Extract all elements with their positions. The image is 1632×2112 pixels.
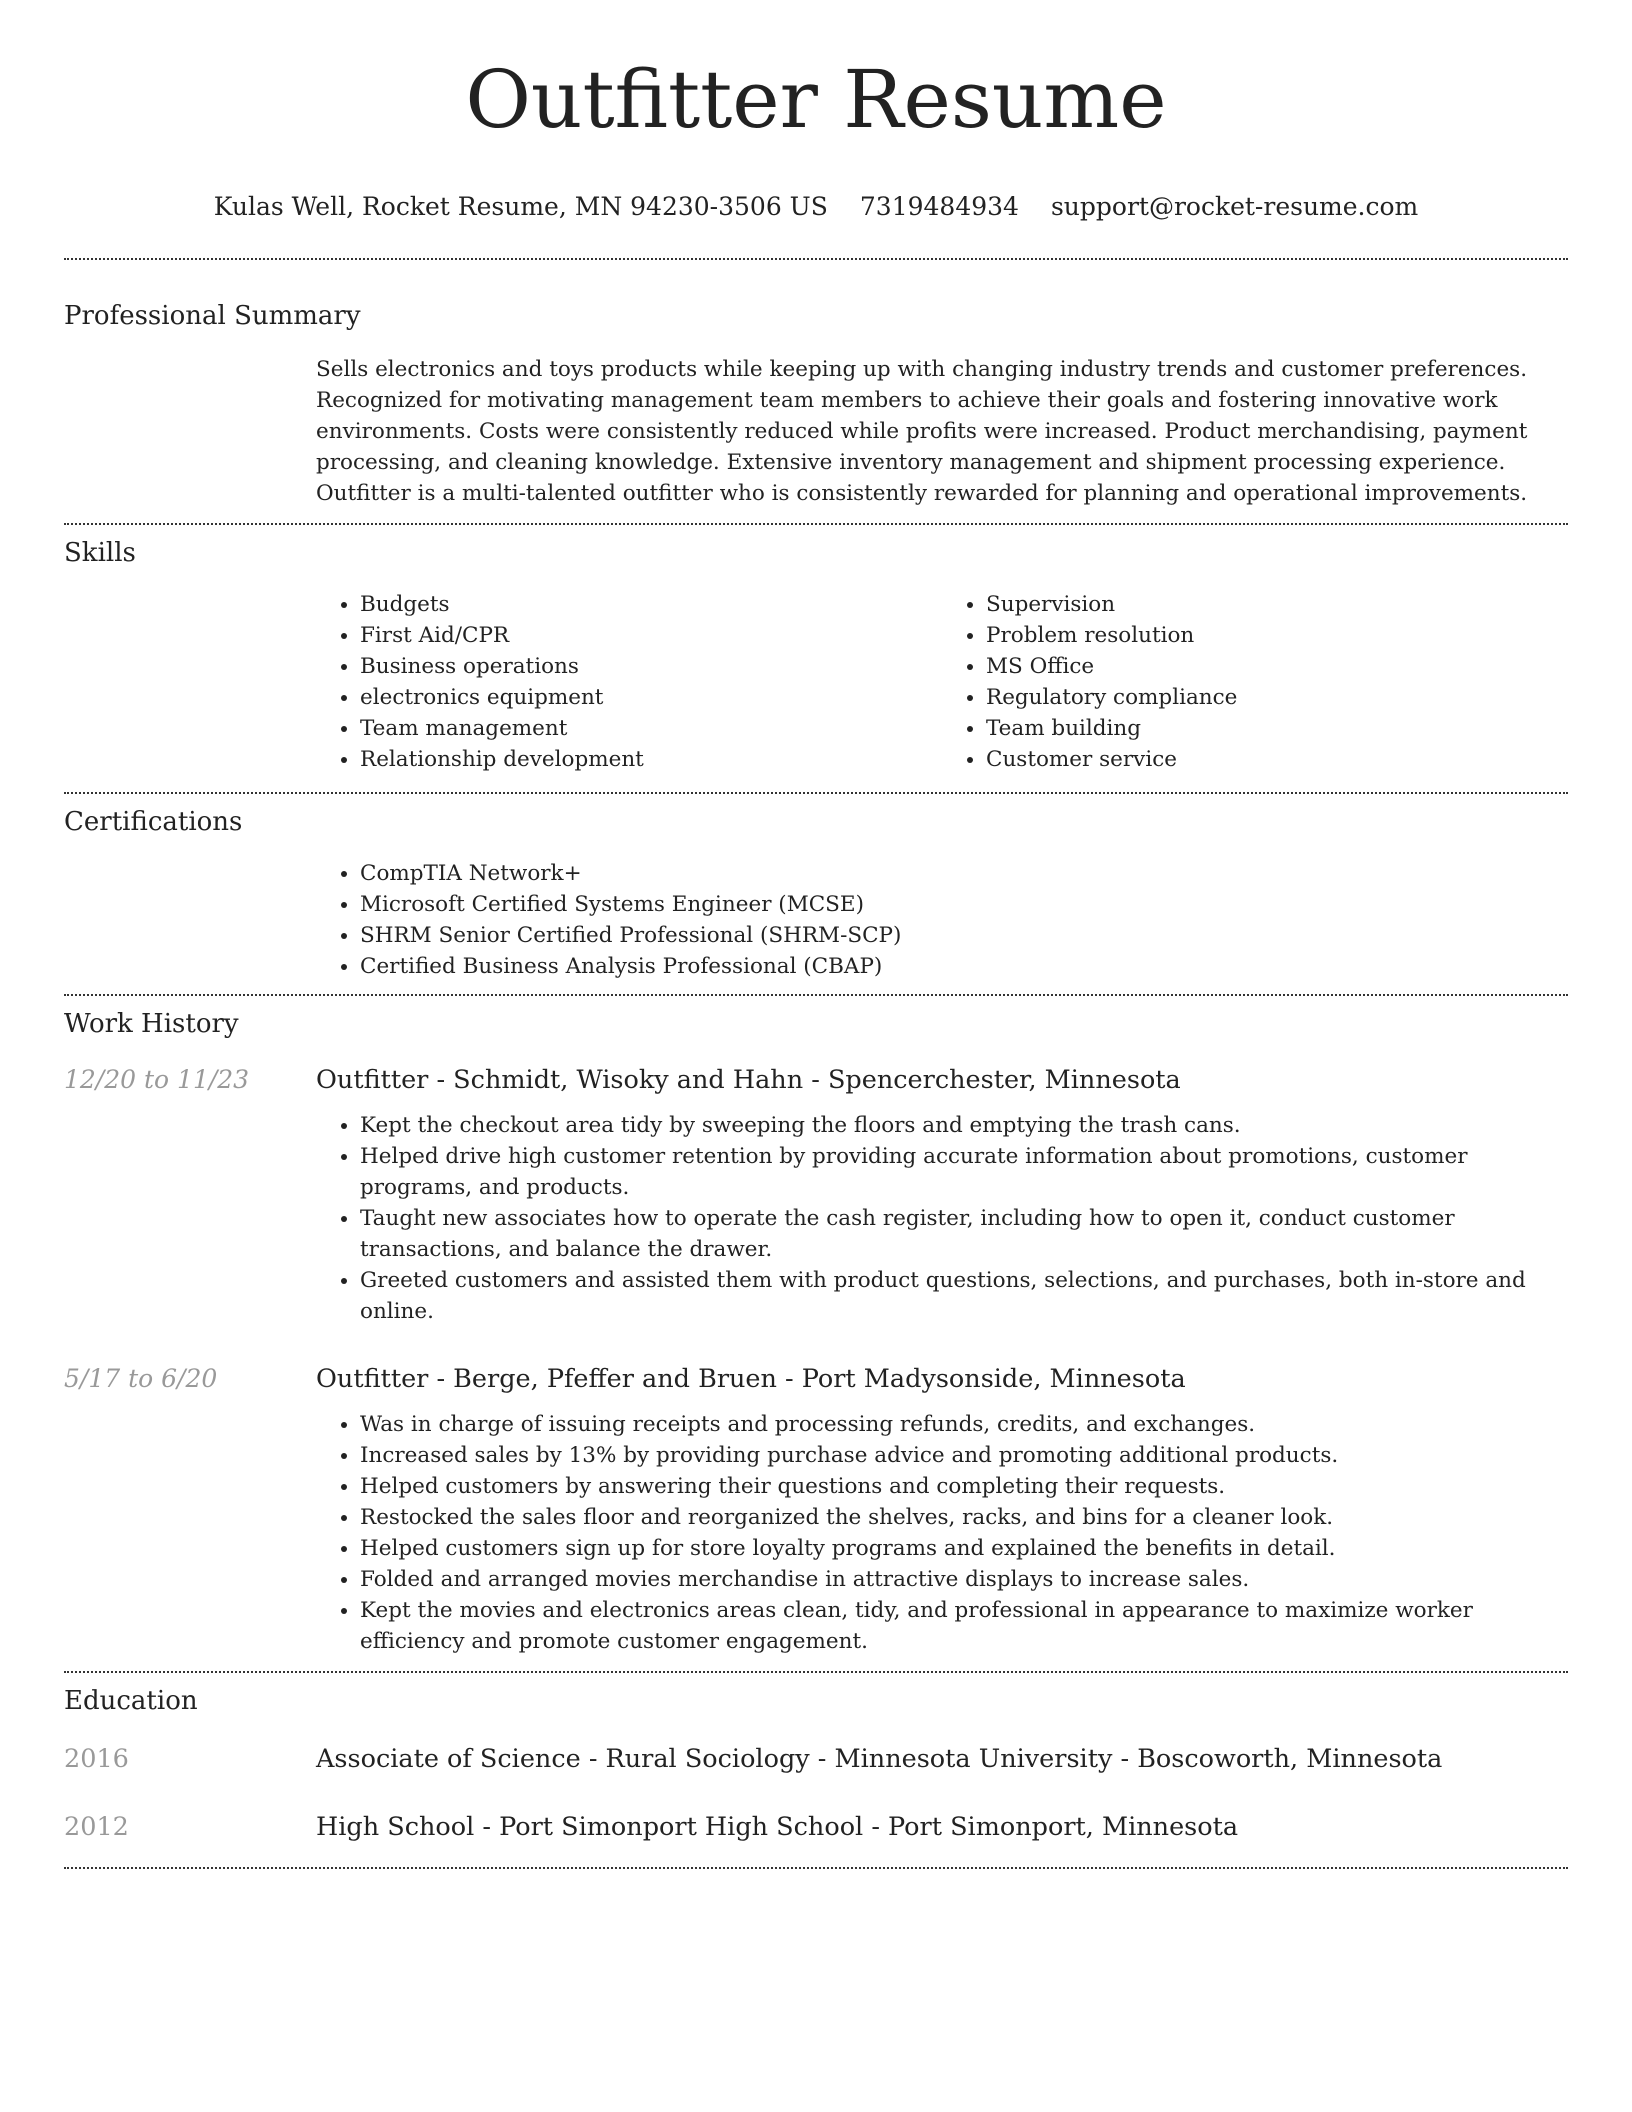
separator: - — [474, 1812, 500, 1842]
work-history-heading: Work History — [64, 1009, 239, 1039]
job-duty: • Was in charge of issuing receipts and processing refunds, credits, and exchanges. — [360, 1409, 1568, 1440]
education-field: Rural Sociology — [605, 1744, 810, 1774]
job-duty: • Helped customers by answering their questions and completing their requests. — [360, 1471, 1568, 1502]
education-entry — [64, 1741, 1568, 1777]
skill-item: • First Aid/CPR — [360, 620, 942, 651]
skills-heading: Skills — [64, 538, 136, 568]
education-school: Minnesota University — [834, 1744, 1113, 1774]
skill-item: • Budgets — [360, 589, 942, 620]
contact-address: Kulas Well, Rocket Resume, MN 94230-3506 US — [213, 192, 828, 221]
job-duty: • Folded and arranged movies merchandise in attractive displays to increase sales. — [360, 1564, 1568, 1595]
job-entry — [64, 1361, 1568, 1657]
section-divider — [64, 1867, 1568, 1869]
job-duty: • Increased sales by 13% by providing purchase advice and promoting additional products. — [360, 1440, 1568, 1471]
job-dates: 5/17 to 6/20 — [64, 1364, 218, 1393]
separator: - — [809, 1744, 835, 1774]
skill-item: • Supervision — [986, 589, 1568, 620]
education-school: Port Simonport High School — [499, 1812, 864, 1842]
education-heading: Education — [64, 1686, 198, 1716]
certifications-list — [316, 858, 1568, 982]
job-duty: • Taught new associates how to operate the cash register, including how to open it, conduct customer transactions, and balance the drawer. — [360, 1203, 1568, 1265]
resume-title: Outfitter Resume — [465, 53, 1167, 146]
job-duties — [316, 1110, 1568, 1327]
separator: - — [580, 1744, 606, 1774]
contact-email: support@rocket-resume.com — [1050, 192, 1419, 221]
certification-item: • CompTIA Network+ — [360, 858, 1568, 889]
job-heading: Outfitter - Schmidt, Wisoky and Hahn - Spencerchester, Minnesota — [316, 1065, 1181, 1095]
certifications-section — [64, 794, 1568, 994]
job-duty: • Kept the checkout area tidy by sweeping the floors and emptying the trash cans. — [360, 1110, 1568, 1141]
skill-item: • electronics equipment — [360, 682, 942, 713]
summary-section — [64, 260, 1568, 523]
education-details — [316, 1741, 1442, 1777]
job-duty: • Helped drive high customer retention by providing accurate information about promotions, customer programs, and products. — [360, 1141, 1568, 1203]
job-duties — [316, 1409, 1568, 1657]
skill-item: • Team management — [360, 713, 942, 744]
work-history-section — [64, 996, 1568, 1671]
job-duty: • Greeted customers and assisted them with product questions, selections, and purchases, both in-store and online. — [360, 1265, 1568, 1327]
skill-item: • MS Office — [986, 651, 1568, 682]
education-section — [64, 1673, 1568, 1867]
education-degree: Associate of Science — [316, 1744, 581, 1774]
education-details — [316, 1809, 1238, 1845]
education-location: Boscoworth, Minnesota — [1137, 1744, 1443, 1774]
certification-item: • Certified Business Analysis Professional (CBAP) — [360, 951, 1568, 982]
education-degree: High School — [316, 1812, 475, 1842]
skills-list-left — [316, 589, 942, 775]
contact-phone: 7319484934 — [859, 192, 1019, 221]
job-duty: • Restocked the sales floor and reorganized the shelves, racks, and bins for a cleaner look. — [360, 1502, 1568, 1533]
certification-item: • SHRM Senior Certified Professional (SHRM-SCP) — [360, 920, 1568, 951]
job-dates: 12/20 to 11/23 — [64, 1065, 250, 1094]
skill-item: • Business operations — [360, 651, 942, 682]
certification-item: • Microsoft Certified Systems Engineer (MCSE) — [360, 889, 1568, 920]
separator: - — [863, 1812, 889, 1842]
education-entry — [64, 1809, 1568, 1845]
summary-text: Sells electronics and toys products while keeping up with changing industry trends and customer preferences. Recognized for motivating management team members to achieve their goals and fostering innovative work environments. Costs were consistently reduced while profits were increased. Product merchandising, payment processing, and cleaning knowledge. Extensive inventory management and shipment processing experience. Outfitter is a multi-talented outfitter who is consistently rewarded for planning and operational improvements. — [316, 357, 1528, 506]
education-location: Port Simonport, Minnesota — [888, 1812, 1239, 1842]
skill-item: • Regulatory compliance — [986, 682, 1568, 713]
skill-item: • Relationship development — [360, 744, 942, 775]
summary-heading: Professional Summary — [64, 301, 361, 331]
education-year: 2012 — [64, 1812, 129, 1842]
skills-list-right — [942, 589, 1568, 775]
skills-section — [64, 525, 1568, 792]
certifications-heading: Certifications — [64, 807, 243, 837]
job-duty: • Kept the movies and electronics areas clean, tidy, and professional in appearance to maximize worker efficiency and promote customer engagement. — [360, 1595, 1568, 1657]
job-entry — [64, 1062, 1568, 1327]
skill-item: • Problem resolution — [986, 620, 1568, 651]
education-year: 2016 — [64, 1744, 129, 1774]
contact-line — [64, 190, 1568, 224]
job-heading: Outfitter - Berge, Pfeffer and Bruen - Port Madysonside, Minnesota — [316, 1364, 1186, 1394]
separator: - — [1112, 1744, 1138, 1774]
skill-item: • Customer service — [986, 744, 1568, 775]
job-duty: • Helped customers sign up for store loyalty programs and explained the benefits in detail. — [360, 1533, 1568, 1564]
skill-item: • Team building — [986, 713, 1568, 744]
